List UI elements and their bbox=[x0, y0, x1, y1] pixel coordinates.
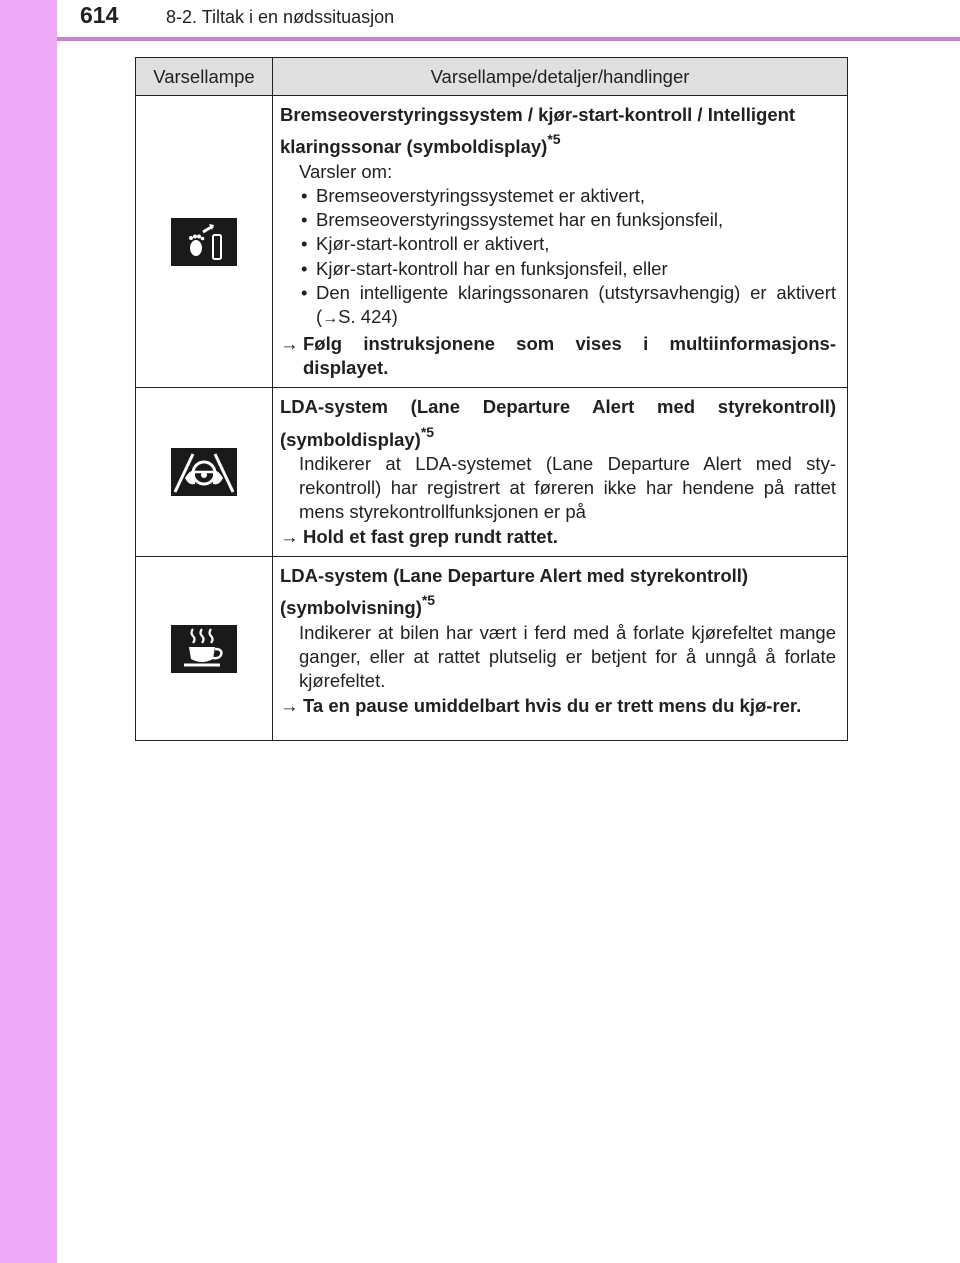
details-cell bbox=[273, 96, 848, 388]
list-item-text: Bremseoverstyringssystemet er aktivert, bbox=[316, 184, 645, 206]
section-title: 8-2. Tiltak i en nødssituasjon bbox=[166, 7, 395, 27]
icon-cell bbox=[136, 388, 273, 557]
lda-steering-hands-icon bbox=[171, 448, 237, 496]
brake-override-icon bbox=[171, 218, 237, 266]
action-text: Hold et fast grep rundt rattet. bbox=[303, 525, 558, 547]
list-item bbox=[299, 184, 836, 208]
action-text: Følg instruksjonene som vises i multiinformasjons-displayet. bbox=[303, 332, 836, 378]
table-row bbox=[136, 96, 848, 388]
details-cell bbox=[273, 557, 848, 741]
details-cell bbox=[273, 388, 848, 557]
table-row bbox=[136, 388, 848, 557]
page-number: 614 bbox=[80, 2, 119, 28]
action-instruction bbox=[280, 525, 836, 549]
entry-intro: Varsler om: bbox=[299, 160, 393, 182]
entry-title bbox=[280, 103, 836, 160]
list-item bbox=[299, 257, 836, 281]
footnote-mark: *5 bbox=[421, 592, 436, 609]
reference-arrow-icon: → bbox=[322, 310, 339, 328]
entry-description: Indikerer at LDA-systemet (Lane Departure Alert med sty-rekontroll) har registrert at føreren ikke har hendene på rattet mens styrekontrollfunksjonen er på bbox=[299, 452, 836, 523]
action-instruction bbox=[280, 694, 836, 718]
footnote-mark: *5 bbox=[547, 131, 561, 148]
condition-list bbox=[280, 184, 836, 332]
list-item-text: Den intelligente klaringssonaren (utstyrsavhengig) er aktivert ( bbox=[316, 282, 836, 328]
list-item bbox=[299, 232, 836, 256]
footnote-mark: *5 bbox=[420, 423, 435, 440]
entry-title bbox=[280, 395, 836, 452]
list-item bbox=[299, 208, 836, 232]
column-header-details: Varsellampe/detaljer/handlinger bbox=[273, 58, 848, 96]
icon-cell bbox=[136, 557, 273, 741]
list-item bbox=[299, 281, 836, 332]
coffee-cup-icon bbox=[171, 625, 237, 673]
action-instruction bbox=[280, 332, 836, 381]
entry-title bbox=[280, 564, 836, 621]
table-header-row bbox=[136, 58, 848, 96]
entry-title-text: LDA-system (Lane Departure Alert med styrekontroll) (symboldisplay) bbox=[280, 396, 836, 450]
page-reference[interactable]: S. 424) bbox=[338, 306, 398, 328]
action-arrow-icon: → bbox=[280, 694, 299, 716]
action-text: Ta en pause umiddelbart hvis du er trett mens du kjø-rer. bbox=[303, 694, 802, 716]
entry-title-text: Bremseoverstyringssystem / kjør-start-kontroll / Intelligent klaringssonar (symboldisplay) bbox=[280, 104, 796, 158]
entry-description: Indikerer at bilen har vært i ferd med å forlate kjørefeltet mange ganger, eller at rattet plutselig er betjent for å unngå å forlate kjørefeltet. bbox=[299, 621, 836, 692]
icon-cell bbox=[136, 96, 273, 388]
list-item-text: Bremseoverstyringssystemet har en funksjonsfeil, bbox=[316, 209, 724, 231]
entry-title-text: LDA-system (Lane Departure Alert med styrekontroll) (symbolvisning) bbox=[280, 565, 749, 619]
column-header-light: Varsellampe bbox=[136, 58, 273, 96]
table-row bbox=[136, 557, 848, 741]
list-item-text: Kjør-start-kontroll har en funksjonsfeil, eller bbox=[316, 257, 668, 279]
side-color-strip bbox=[0, 0, 57, 1263]
list-item-text: Kjør-start-kontroll er aktivert, bbox=[316, 233, 550, 255]
header-rule bbox=[57, 37, 960, 41]
warning-light-table bbox=[135, 57, 848, 741]
action-arrow-icon: → bbox=[280, 332, 299, 354]
action-arrow-icon: → bbox=[280, 525, 299, 547]
